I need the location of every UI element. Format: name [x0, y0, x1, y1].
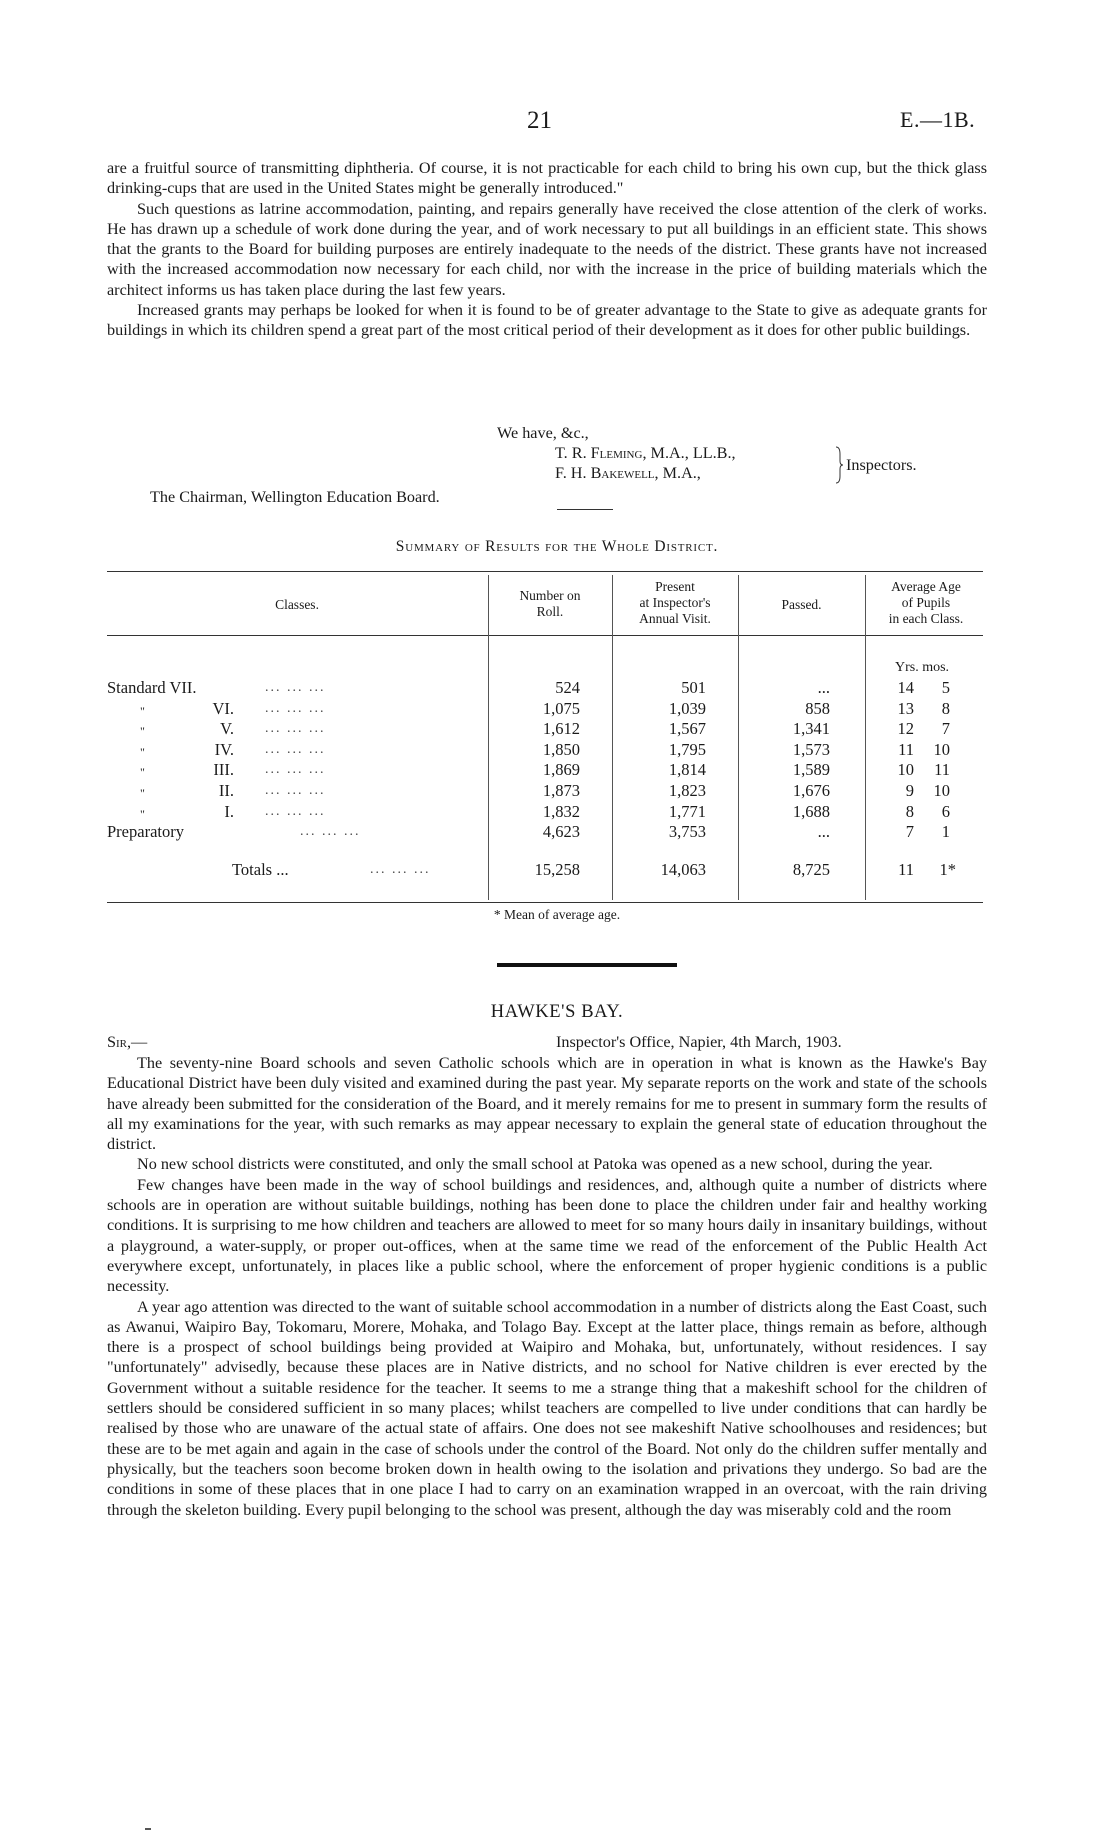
- cell-age-mos: 7: [941, 719, 950, 739]
- leader-dots: ... ... ...: [300, 824, 361, 840]
- paragraph: Few changes have been made in the way of school buildings and residences, and, although quite a number of districts where schools are in operation are without suitable buildings, nothing has been done to place the children under fair and healthy working conditions. It is surprising to me how children and teachers are allowed to meet for so many hours daily in insanitary buildings, without a playground, a water-supply, or proper out-offices, when at the same time we read of the enforcement of the Public Health Act everywhere except, unfortunately, in places like a public school, where the enforcement of proper hygienic conditions is a public necessity.: [107, 1175, 987, 1296]
- cell-present: 1,039: [668, 698, 706, 718]
- cell-age-yrs: 11: [898, 739, 914, 759]
- cell-passed: 1,589: [792, 760, 830, 780]
- total-age-mos: 1*: [939, 860, 956, 879]
- cell-present: 1,771: [668, 801, 706, 821]
- row-label: III.: [213, 760, 234, 780]
- cell-roll: 1,850: [542, 739, 580, 759]
- cell-age-yrs: 14: [897, 678, 914, 697]
- cell-age-yrs: 8: [905, 801, 914, 821]
- wellington-letter-body: [107, 158, 987, 341]
- footnote: * Mean of average age.: [493, 907, 621, 922]
- table-rule-bottom: [107, 902, 983, 903]
- total-present: 14,063: [660, 860, 706, 879]
- signatory-brace: [834, 446, 844, 484]
- print-mark: [145, 1828, 151, 1830]
- cell-age-mos: 6: [941, 801, 950, 821]
- row-label: IV.: [214, 739, 234, 759]
- cell-age-mos: 11: [934, 760, 950, 780]
- cell-age-yrs: 7: [905, 822, 914, 842]
- ditto-mark: ": [140, 744, 145, 759]
- salutation: Sir,—: [107, 1033, 148, 1051]
- cell-passed: 1,676: [792, 781, 830, 800]
- cell-present: 1,814: [668, 760, 706, 780]
- column-divider: [488, 575, 489, 900]
- row-label: II.: [218, 781, 234, 800]
- total-passed: 8,725: [792, 860, 830, 879]
- cell-roll: 1,612: [542, 719, 580, 739]
- leader-dots: ... ... ...: [265, 762, 326, 778]
- cell-passed: ...: [817, 678, 830, 697]
- column-divider: [612, 575, 613, 900]
- paragraph: No new school districts were constituted, and only the small school at Patoka was opened as a new school, during the year.: [137, 1155, 933, 1174]
- cell-age-yrs: 9: [905, 781, 914, 800]
- table-rule-header: [107, 635, 983, 636]
- signatory-name: T. R. Fleming: [555, 444, 643, 462]
- leader-dots: ... ... ...: [265, 803, 326, 819]
- header-present: Present at Inspector's Annual Visit.: [639, 579, 711, 626]
- page-number: 21: [527, 107, 552, 134]
- cell-passed: 1,688: [792, 801, 830, 821]
- document-reference: E.—1B.: [900, 107, 976, 132]
- ditto-mark: ": [140, 703, 145, 718]
- leader-dots: ... ... ...: [265, 741, 326, 757]
- cell-present: 1,567: [668, 719, 706, 739]
- cell-roll: 1,873: [542, 781, 580, 800]
- cell-roll: 1,869: [542, 760, 580, 780]
- cell-passed: 1,573: [792, 739, 830, 759]
- column-divider: [738, 575, 739, 900]
- signatory-degree: , M.A., LL.B.,: [642, 444, 736, 462]
- signatory-2: [555, 463, 701, 483]
- paragraph: A year ago attention was directed to the want of suitable school accommodation in a number of districts along the East Coast, such as Awanui, Waipiro Bay, Tokomaru, Morere, Mohaka, and Tolago Bay. Except at the latter place, things remain as before, although there is a prospect of school buildings being provided at Waipiro and Mohaka, but, unfortunately, without residences. I say "unfortunately" advisedly, because these places are in Native districts, and no school for Native children is ever erected by the Government without a suitable residence for the teacher. It seems to me a strange thing that a makeshift school for the children of settlers should be considered sufficient in so many places; whilst teachers are compelled to live under conditions that can hardly be realised by those who are unaware of the actual state of affairs. One does not see makeshift Native schoolhouses and residences; but these are to be met again and again in the case of schools under the control of the Board. Not only do the children suffer mentally and physically, but the teachers soon become broken down in health owing to the isolation and privations they undergo. So bad are the conditions in some of these places that in one place I had to carry on an examination wrapped in an overcoat, with the rain driving through the skeleton building. Every pupil belonging to the school was present, although the day was miserably cold and the room: [107, 1297, 987, 1519]
- totals-label: Totals ...: [232, 860, 289, 879]
- cell-passed: 1,341: [792, 719, 830, 739]
- cell-roll: 4,623: [542, 822, 580, 842]
- cell-age-mos: 8: [941, 698, 950, 718]
- ditto-mark: ": [140, 724, 145, 739]
- cell-present: 1,795: [668, 739, 706, 759]
- header-roll: Number on Roll.: [519, 588, 581, 619]
- leader-dots: ... ... ...: [370, 862, 431, 877]
- cell-roll: 1,832: [542, 801, 580, 821]
- paragraph: Such questions as latrine accommodation, painting, and repairs generally have received the close attention of the clerk of works. He has drawn up a schedule of work done during the year, and of work necessary to put all buildings in an efficient state. This shows that the grants to the Board for building purposes are entirely inadequate to the needs of the district. These grants have not increased with the increased accommodation now necessary for each child, nor with the increase in the price of building materials which the architect informs us has taken place during the last few years.: [107, 199, 987, 299]
- leader-dots: ... ... ...: [265, 700, 326, 716]
- row-label: V.: [220, 719, 234, 739]
- cell-passed: ...: [817, 822, 830, 842]
- leader-dots: ... ... ...: [265, 721, 326, 737]
- header-age: Average Age of Pupils in each Class.: [888, 579, 964, 626]
- cell-age-mos: 10: [933, 781, 950, 800]
- row-label: VI.: [212, 698, 234, 718]
- cell-age-mos: 5: [941, 678, 950, 697]
- cell-age-yrs: 13: [897, 698, 914, 718]
- cell-age-yrs: 10: [897, 760, 914, 780]
- cell-roll: 1,075: [542, 698, 580, 718]
- header-classes: Classes.: [275, 597, 319, 612]
- cell-present: 501: [681, 678, 706, 697]
- ditto-mark: ": [140, 806, 145, 821]
- paragraph: Increased grants may perhaps be looked for when it is found to be of greater advantage to the State to give as adequate grants for buildings in which its children spend a great part of the most critical period of their development as it does for other public buildings.: [107, 301, 987, 340]
- signatory-degree: , M.A.,: [654, 464, 701, 482]
- leader-dots: ... ... ...: [265, 783, 326, 798]
- cell-age-yrs: 12: [897, 719, 914, 739]
- divider: [557, 509, 613, 510]
- cell-present: 3,753: [668, 822, 706, 842]
- paragraph: The seventy-nine Board schools and seven Catholic schools which are in operation in what is known as the Hawke's Bay Educational District have been duly visited and examined during the past year. My separate reports on the work and state of the schools have already been submitted for the consideration of the Board, and it merely remains for me to present in summary form the results of all my examinations for the year, with such remarks as may appear necessary to explain the general state of education throughout the district.: [107, 1054, 987, 1154]
- ditto-mark: ": [140, 765, 145, 780]
- signatory-1: [555, 443, 736, 463]
- addressee: The Chairman, Wellington Education Board.: [150, 488, 440, 506]
- cell-age-mos: 1: [941, 822, 950, 842]
- paragraph: are a fruitful source of transmitting diphtheria. Of course, it is not practicable for each child to bring his own cup, but the thick glass drinking-cups that are used in the United States might be generally introduced.": [107, 159, 987, 198]
- section-title: HAWKE'S BAY.: [490, 1002, 624, 1022]
- age-units: Yrs. mos.: [895, 660, 950, 675]
- row-label: Standard VII.: [107, 678, 197, 697]
- cell-passed: 858: [805, 698, 830, 718]
- dateline: Inspector's Office, Napier, 4th March, 1903.: [556, 1033, 842, 1051]
- row-label: Preparatory: [107, 822, 184, 842]
- cell-roll: 524: [555, 678, 580, 697]
- signatory-role: Inspectors.: [846, 456, 917, 474]
- header-passed: Passed.: [781, 597, 822, 612]
- signatory-name: F. H. Bakewell: [555, 464, 655, 482]
- section-divider: [497, 963, 677, 967]
- table-title: Summary of Results for the Whole District.: [395, 538, 719, 555]
- column-divider: [865, 575, 866, 900]
- cell-present: 1,823: [668, 781, 706, 800]
- hawkes-bay-body: [107, 1053, 987, 1520]
- cell-age-mos: 10: [933, 739, 950, 759]
- table-rule-top: [107, 571, 983, 572]
- row-label: I.: [224, 801, 234, 821]
- closing: We have, &c.,: [497, 424, 589, 442]
- total-roll: 15,258: [534, 860, 580, 879]
- leader-dots: ... ... ...: [265, 680, 326, 695]
- total-age-yrs: 11: [898, 860, 914, 879]
- ditto-mark: ": [140, 786, 145, 800]
